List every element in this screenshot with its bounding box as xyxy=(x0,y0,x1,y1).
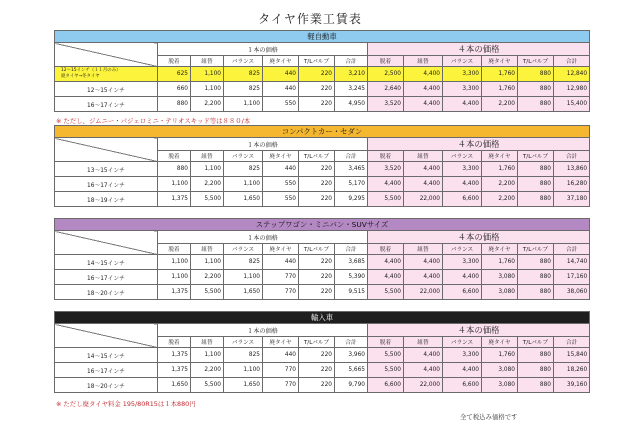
import-note: ※ ただし廃タイヤ料金 195/80R15は１本880円 xyxy=(56,400,196,408)
diagonal-header-cell xyxy=(55,138,158,162)
price-row xyxy=(55,255,590,270)
price-cell-one: 1,100 xyxy=(191,162,224,177)
price-cell-four: 3,080 xyxy=(482,363,518,378)
price-cell-one: 5,500 xyxy=(191,378,224,393)
price-cell-one: 1,375 xyxy=(158,285,191,300)
price-row xyxy=(55,192,590,207)
column-header-four: 合計 xyxy=(554,56,590,67)
tire-size-label: 18～19インチ xyxy=(55,192,158,207)
column-header-four: 組替 xyxy=(404,244,443,255)
price-cell-four: 4,400 xyxy=(404,82,443,97)
column-header-four: バランス xyxy=(443,337,482,348)
price-row xyxy=(55,97,590,112)
column-header-four: 脱着 xyxy=(368,56,404,67)
price-cell-four: 4,400 xyxy=(404,177,443,192)
price-cell-one: 5,170 xyxy=(335,177,368,192)
price-cell-four: 5,500 xyxy=(368,192,404,207)
column-header-one: 組替 xyxy=(191,244,224,255)
price-cell-one: 9,295 xyxy=(335,192,368,207)
price-cell-four: 880 xyxy=(518,378,554,393)
four-tire-price-header: ４本の価格 xyxy=(368,138,590,151)
price-cell-one: 825 xyxy=(224,255,263,270)
price-cell-four: 4,400 xyxy=(443,270,482,285)
price-cell-one: 3,465 xyxy=(335,162,368,177)
price-cell-one: 1,650 xyxy=(224,192,263,207)
price-cell-four: 880 xyxy=(518,363,554,378)
price-cell-four: 1,760 xyxy=(482,82,518,97)
price-cell-four: 6,600 xyxy=(443,192,482,207)
per-tire-price-header: １本の価格 xyxy=(158,231,368,244)
price-cell-one: 9,515 xyxy=(335,285,368,300)
price-cell-one: 1,100 xyxy=(158,255,191,270)
price-cell-four: 880 xyxy=(518,255,554,270)
column-header-one: バランス xyxy=(224,337,263,348)
price-cell-four: 1,760 xyxy=(482,162,518,177)
price-cell-one: 660 xyxy=(158,82,191,97)
column-header-four: T/Lバルブ xyxy=(518,56,554,67)
tire-size-label xyxy=(55,67,158,82)
price-cell-four: 4,400 xyxy=(404,363,443,378)
price-cell-four: 5,500 xyxy=(368,348,404,363)
price-cell-four: 3,520 xyxy=(368,162,404,177)
price-cell-four: 22,000 xyxy=(404,192,443,207)
per-tire-price-header: １本の価格 xyxy=(158,43,368,56)
price-cell-one: 2,200 xyxy=(191,177,224,192)
column-header-one: 組替 xyxy=(191,151,224,162)
tire-size-subtext: 廃タイヤ→冬タイヤ xyxy=(61,74,100,79)
price-cell-four: 880 xyxy=(518,192,554,207)
column-header-four: 廃タイヤ xyxy=(482,56,518,67)
column-header-four: T/Lバルブ xyxy=(518,151,554,162)
price-cell-one: 625 xyxy=(158,67,191,82)
price-cell-one: 1,100 xyxy=(224,270,263,285)
tire-size-label: 14～15インチ xyxy=(55,348,158,363)
column-header-four: 廃タイヤ xyxy=(482,244,518,255)
price-cell-one: 1,650 xyxy=(224,378,263,393)
price-cell-one: 1,650 xyxy=(158,378,191,393)
price-cell-one: 825 xyxy=(224,82,263,97)
price-cell-four: 5,500 xyxy=(368,363,404,378)
price-cell-one: 3,245 xyxy=(335,82,368,97)
price-cell-four: 12,840 xyxy=(554,67,590,82)
price-cell-four: 2,200 xyxy=(482,97,518,112)
column-header-four: T/Lバルブ xyxy=(518,244,554,255)
price-cell-one: 440 xyxy=(263,348,299,363)
price-cell-one: 1,375 xyxy=(158,363,191,378)
price-cell-one: 440 xyxy=(263,255,299,270)
price-cell-one: 550 xyxy=(263,97,299,112)
column-header-four: バランス xyxy=(443,151,482,162)
column-header-four: 脱着 xyxy=(368,151,404,162)
column-header-one: 合計 xyxy=(335,244,368,255)
column-header-four: バランス xyxy=(443,56,482,67)
price-cell-one: 4,950 xyxy=(335,97,368,112)
price-row xyxy=(55,67,590,82)
price-cell-one: 220 xyxy=(299,348,335,363)
price-cell-one: 2,200 xyxy=(191,363,224,378)
column-header-four: 脱着 xyxy=(368,244,404,255)
price-cell-four: 880 xyxy=(518,270,554,285)
price-cell-one: 5,500 xyxy=(191,192,224,207)
tire-size-label: 16～17インチ xyxy=(55,270,158,285)
price-cell-four: 4,400 xyxy=(404,255,443,270)
tire-size-label: 14～15インチ xyxy=(55,255,158,270)
price-cell-one: 9,790 xyxy=(335,378,368,393)
tire-size-label: 12～15インチ xyxy=(55,82,158,97)
price-cell-four: 3,300 xyxy=(443,82,482,97)
price-cell-one: 440 xyxy=(263,162,299,177)
column-header-one: バランス xyxy=(224,56,263,67)
price-cell-four: 13,860 xyxy=(554,162,590,177)
price-cell-one: 1,100 xyxy=(191,348,224,363)
price-cell-four: 880 xyxy=(518,67,554,82)
price-cell-one: 825 xyxy=(224,348,263,363)
column-header-one: 合計 xyxy=(335,337,368,348)
price-cell-four: 6,600 xyxy=(368,378,404,393)
price-cell-four: 14,740 xyxy=(554,255,590,270)
price-cell-four: 6,600 xyxy=(443,285,482,300)
price-cell-four: 3,300 xyxy=(443,348,482,363)
column-header-one: 廃タイヤ xyxy=(263,151,299,162)
price-cell-one: 1,100 xyxy=(191,82,224,97)
tax-included-note: 全て税込み価格です xyxy=(460,413,518,421)
tire-size-label: 13～15インチ xyxy=(55,162,158,177)
column-header-one: T/Lバルブ xyxy=(299,56,335,67)
price-cell-one: 440 xyxy=(263,67,299,82)
column-header-four: 合計 xyxy=(554,151,590,162)
column-header-one: 合計 xyxy=(335,56,368,67)
price-cell-one: 3,960 xyxy=(335,348,368,363)
diagonal-header-cell xyxy=(55,324,158,348)
price-cell-four: 3,080 xyxy=(482,285,518,300)
per-tire-price-header: １本の価格 xyxy=(158,324,368,337)
price-cell-one: 550 xyxy=(263,192,299,207)
price-cell-four: 2,500 xyxy=(368,67,404,82)
column-header-one: T/Lバルブ xyxy=(299,337,335,348)
price-cell-four: 880 xyxy=(518,97,554,112)
price-cell-four: 1,760 xyxy=(482,67,518,82)
price-cell-four: 880 xyxy=(518,177,554,192)
price-cell-four: 12,980 xyxy=(554,82,590,97)
section-compact-sedan-table xyxy=(54,125,590,207)
price-cell-four: 4,400 xyxy=(368,270,404,285)
price-cell-four: 880 xyxy=(518,348,554,363)
price-cell-four: 2,200 xyxy=(482,192,518,207)
column-header-one: T/Lバルブ xyxy=(299,151,335,162)
column-header-four: T/Lバルブ xyxy=(518,337,554,348)
price-cell-one: 3,210 xyxy=(335,67,368,82)
price-cell-one: 550 xyxy=(263,177,299,192)
price-cell-one: 5,500 xyxy=(191,285,224,300)
price-cell-one: 1,100 xyxy=(191,67,224,82)
price-cell-four: 2,200 xyxy=(482,177,518,192)
column-header-one: 脱着 xyxy=(158,151,191,162)
price-cell-one: 1,100 xyxy=(224,177,263,192)
column-header-four: 廃タイヤ xyxy=(482,337,518,348)
price-cell-one: 770 xyxy=(263,378,299,393)
section-minivan-suv-table xyxy=(54,218,590,300)
price-cell-one: 220 xyxy=(299,177,335,192)
page-title: タイヤ作業工賃表 xyxy=(258,12,362,26)
price-cell-four: 38,060 xyxy=(554,285,590,300)
price-cell-four: 22,000 xyxy=(404,285,443,300)
price-cell-four: 4,400 xyxy=(443,363,482,378)
price-cell-four: 3,520 xyxy=(368,97,404,112)
tire-size-text: 12～15インチ（１１月のみ） xyxy=(61,68,121,74)
price-cell-one: 440 xyxy=(263,82,299,97)
price-cell-four: 39,160 xyxy=(554,378,590,393)
column-header-one: 脱着 xyxy=(158,56,191,67)
column-header-four: 合計 xyxy=(554,244,590,255)
section-kei-table xyxy=(54,30,590,112)
price-cell-four: 4,400 xyxy=(443,177,482,192)
price-cell-four: 4,400 xyxy=(368,177,404,192)
column-header-one: T/Lバルブ xyxy=(299,244,335,255)
column-header-one: 組替 xyxy=(191,56,224,67)
column-header-four: 脱着 xyxy=(368,337,404,348)
column-header-four: バランス xyxy=(443,244,482,255)
price-cell-one: 1,100 xyxy=(224,363,263,378)
price-cell-one: 220 xyxy=(299,162,335,177)
price-cell-one: 220 xyxy=(299,255,335,270)
price-row xyxy=(55,348,590,363)
column-header-one: 廃タイヤ xyxy=(263,244,299,255)
price-row xyxy=(55,270,590,285)
price-cell-four: 6,600 xyxy=(443,378,482,393)
price-cell-four: 18,260 xyxy=(554,363,590,378)
price-cell-one: 770 xyxy=(263,285,299,300)
price-cell-four: 4,400 xyxy=(368,255,404,270)
column-header-one: 組替 xyxy=(191,337,224,348)
price-cell-one: 880 xyxy=(158,162,191,177)
price-cell-four: 880 xyxy=(518,82,554,97)
column-header-one: 廃タイヤ xyxy=(263,337,299,348)
price-cell-four: 4,400 xyxy=(404,270,443,285)
column-header-one: 脱着 xyxy=(158,337,191,348)
price-cell-one: 5,665 xyxy=(335,363,368,378)
price-cell-one: 220 xyxy=(299,285,335,300)
price-cell-four: 4,400 xyxy=(443,97,482,112)
column-header-one: 廃タイヤ xyxy=(263,56,299,67)
column-header-four: 組替 xyxy=(404,337,443,348)
price-cell-four: 1,760 xyxy=(482,255,518,270)
price-cell-four: 3,300 xyxy=(443,255,482,270)
price-cell-one: 220 xyxy=(299,67,335,82)
tire-size-label: 16～17インチ xyxy=(55,363,158,378)
price-cell-one: 2,200 xyxy=(191,97,224,112)
price-cell-one: 220 xyxy=(299,378,335,393)
price-cell-one: 770 xyxy=(263,270,299,285)
four-tire-price-header: ４本の価格 xyxy=(368,231,590,244)
section-minivan-suv-title: ステップワゴン・ミニバン・SUVサイズ xyxy=(55,219,590,231)
price-cell-four: 15,840 xyxy=(554,348,590,363)
diagonal-header-cell xyxy=(55,43,158,67)
price-cell-four: 16,280 xyxy=(554,177,590,192)
price-cell-one: 1,100 xyxy=(158,270,191,285)
price-cell-one: 220 xyxy=(299,270,335,285)
tire-size-label: 16～17インチ xyxy=(55,177,158,192)
column-header-one: バランス xyxy=(224,244,263,255)
price-row xyxy=(55,82,590,97)
column-header-one: バランス xyxy=(224,151,263,162)
price-row xyxy=(55,285,590,300)
price-row xyxy=(55,363,590,378)
column-header-four: 組替 xyxy=(404,56,443,67)
column-header-one: 合計 xyxy=(335,151,368,162)
price-cell-one: 1,375 xyxy=(158,192,191,207)
price-cell-one: 220 xyxy=(299,192,335,207)
price-cell-one: 880 xyxy=(158,97,191,112)
kei-note: ※ ただし、ジムニー・パジェロミニ・テリオスキッド等は８８０/本 xyxy=(56,117,251,125)
price-row xyxy=(55,177,590,192)
price-cell-one: 825 xyxy=(224,67,263,82)
price-cell-four: 4,400 xyxy=(404,67,443,82)
price-cell-four: 3,300 xyxy=(443,162,482,177)
price-cell-four: 4,400 xyxy=(404,348,443,363)
price-cell-one: 1,100 xyxy=(158,177,191,192)
price-cell-one: 1,375 xyxy=(158,348,191,363)
diagonal-header-cell xyxy=(55,231,158,255)
price-row xyxy=(55,162,590,177)
price-cell-one: 220 xyxy=(299,82,335,97)
tire-size-label: 18～20インチ xyxy=(55,285,158,300)
price-cell-four: 4,400 xyxy=(404,162,443,177)
price-cell-one: 3,685 xyxy=(335,255,368,270)
price-cell-four: 22,000 xyxy=(404,378,443,393)
column-header-one: 脱着 xyxy=(158,244,191,255)
price-cell-one: 220 xyxy=(299,97,335,112)
column-header-four: 合計 xyxy=(554,337,590,348)
price-cell-four: 880 xyxy=(518,162,554,177)
price-cell-four: 880 xyxy=(518,285,554,300)
price-cell-four: 15,400 xyxy=(554,97,590,112)
price-row xyxy=(55,378,590,393)
price-cell-four: 3,300 xyxy=(443,67,482,82)
price-cell-four: 17,160 xyxy=(554,270,590,285)
price-cell-one: 1,100 xyxy=(191,255,224,270)
price-cell-four: 4,400 xyxy=(404,97,443,112)
section-compact-sedan-title: コンパクトカー・セダン xyxy=(55,126,590,138)
four-tire-price-header: ４本の価格 xyxy=(368,324,590,337)
price-cell-four: 1,760 xyxy=(482,348,518,363)
tire-size-label: 16～17インチ xyxy=(55,97,158,112)
price-cell-four: 3,080 xyxy=(482,270,518,285)
price-cell-one: 770 xyxy=(263,363,299,378)
column-header-four: 組替 xyxy=(404,151,443,162)
price-cell-one: 220 xyxy=(299,363,335,378)
section-import-title: 輸入車 xyxy=(55,312,590,324)
price-cell-four: 3,080 xyxy=(482,378,518,393)
price-cell-one: 1,100 xyxy=(224,97,263,112)
price-cell-one: 1,650 xyxy=(224,285,263,300)
tire-size-label: 18～20インチ xyxy=(55,378,158,393)
section-import-table xyxy=(54,311,590,393)
price-cell-four: 5,500 xyxy=(368,285,404,300)
column-header-four: 廃タイヤ xyxy=(482,151,518,162)
price-cell-one: 825 xyxy=(224,162,263,177)
price-cell-four: 2,640 xyxy=(368,82,404,97)
four-tire-price-header: ４本の価格 xyxy=(368,43,590,56)
price-cell-one: 2,200 xyxy=(191,270,224,285)
per-tire-price-header: １本の価格 xyxy=(158,138,368,151)
price-cell-one: 5,390 xyxy=(335,270,368,285)
price-cell-four: 37,180 xyxy=(554,192,590,207)
section-kei-title: 軽自動車 xyxy=(55,31,590,43)
